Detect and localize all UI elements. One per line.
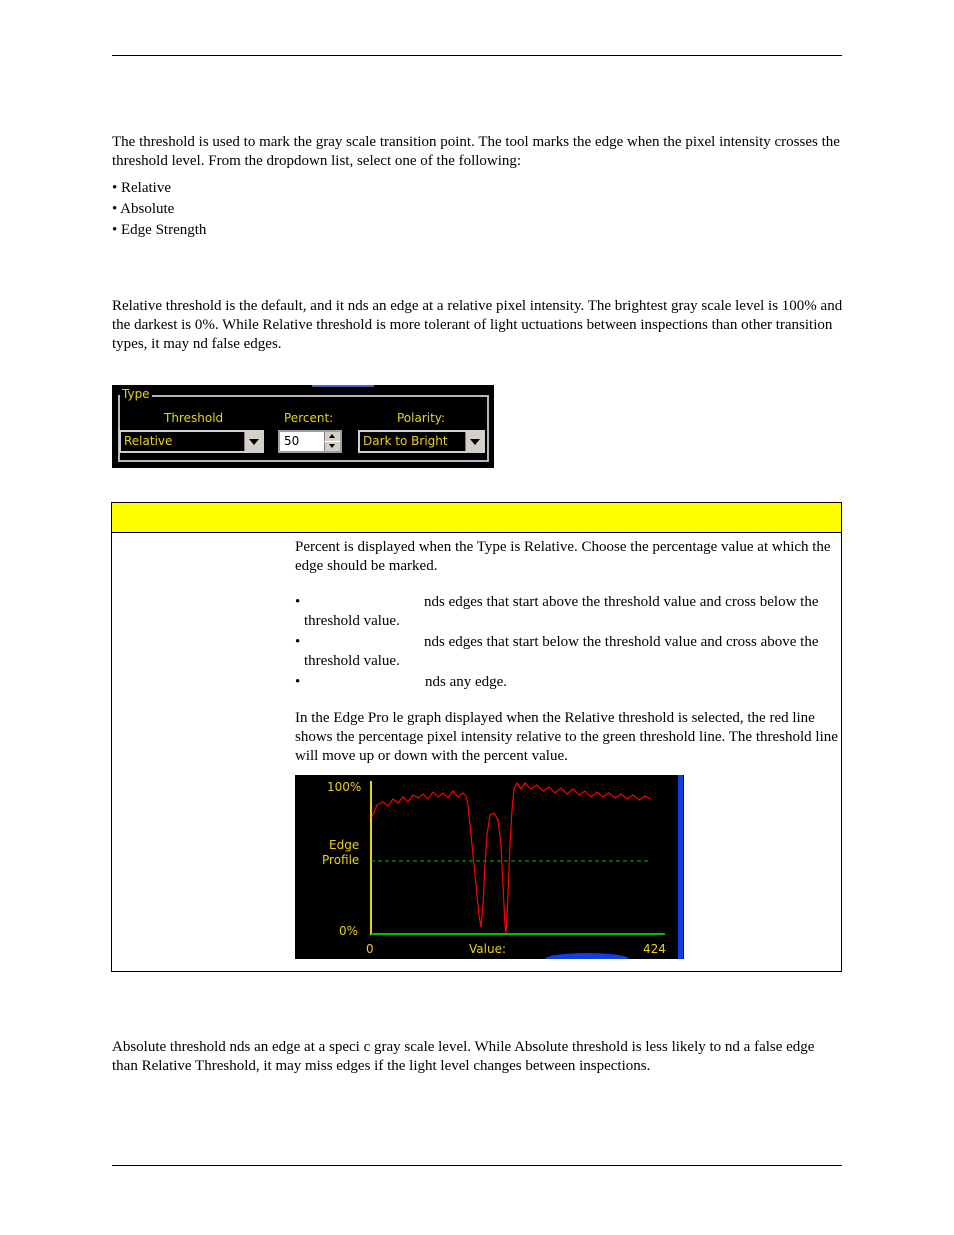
tab-indicator: [312, 385, 374, 387]
polarity-bright-to-dark-text: nds edges that start below the threshold value and cross above the threshold value.: [304, 634, 819, 669]
absolute-description: Absolute threshold nds an edge at a speci c gray scale level. While Absolute threshold is less likely to nd a false edge than Relative Threshold, it may miss edges if the light level changes between inspections.: [112, 1039, 815, 1074]
percent-label: Percent:: [284, 411, 334, 425]
scroll-thumb: [545, 953, 629, 959]
footer-rule: [112, 1165, 842, 1166]
percent-value: 50: [284, 434, 300, 448]
relative-description: Relative threshold is the default, and it nds an edge at a relative pixel intensity. The brightest gray scale level is 100% and the darkest is 0%. While Relative threshold is more tolerant of light uctuations between inspections than other transition types, it may nd false edges.: [112, 298, 843, 352]
y-bottom-label: 0%: [339, 924, 359, 938]
polarity-label: Polarity:: [397, 411, 446, 425]
polarity-dark-to-bright-text: nds edges that start above the threshold value and cross below the threshold value.: [304, 594, 819, 629]
x-end-label: 424: [643, 942, 666, 956]
percent-stepper[interactable]: [278, 430, 342, 453]
type-settings-screenshot: [112, 385, 494, 468]
arrow-down-icon[interactable]: [324, 442, 340, 451]
edge-profile-description: In the Edge Pro le graph displayed when the Relative threshold is selected, the red line shows the percentage pixel intensity relative to the green threshold line. The threshold line will move up or down with the percent value.: [295, 710, 838, 764]
arrow-up-icon[interactable]: [324, 432, 340, 441]
edge-profile-line: [372, 783, 651, 933]
parameter-table: [111, 502, 842, 972]
bullet: •: [295, 594, 301, 610]
polarity-dropdown-value: Dark to Bright: [363, 434, 448, 448]
polarity-dropdown[interactable]: [358, 430, 485, 453]
y-top-label: 100%: [327, 780, 362, 794]
percent-description: Percent is displayed when the Type is Relative. Choose the percentage value at which the edge should be marked.: [295, 539, 831, 574]
header-rule: [112, 55, 842, 56]
edge-profile-graph: [295, 775, 684, 959]
bullet: •: [295, 674, 301, 690]
y-title-line2: Profile: [322, 853, 360, 867]
bullet: •: [295, 634, 301, 650]
threshold-dropdown[interactable]: [119, 430, 264, 453]
x-mid-label: Value:: [469, 942, 506, 956]
list-item: • Relative: [112, 180, 171, 196]
threshold-options-list: [112, 178, 206, 241]
threshold-intro: The threshold is used to mark the gray scale transition point. The tool marks the edge when the pixel intensity crosses the threshold level. From the dropdown list, select one of the following:: [112, 134, 840, 169]
polarity-either-text: nds any edge.: [425, 674, 508, 690]
type-group-label: Type: [122, 387, 150, 401]
table-header: [112, 503, 841, 533]
threshold-label: Threshold: [164, 411, 224, 425]
y-title-line1: Edge: [329, 838, 360, 852]
list-item: • Edge Strength: [112, 222, 207, 238]
chevron-down-icon[interactable]: [465, 432, 483, 451]
scrollbar: [678, 775, 683, 959]
edge-profile-svg: [295, 775, 684, 959]
x-start-label: 0: [366, 942, 374, 956]
chevron-down-icon[interactable]: [244, 432, 262, 451]
list-item: • Absolute: [112, 201, 175, 217]
threshold-dropdown-value: Relative: [124, 434, 173, 448]
